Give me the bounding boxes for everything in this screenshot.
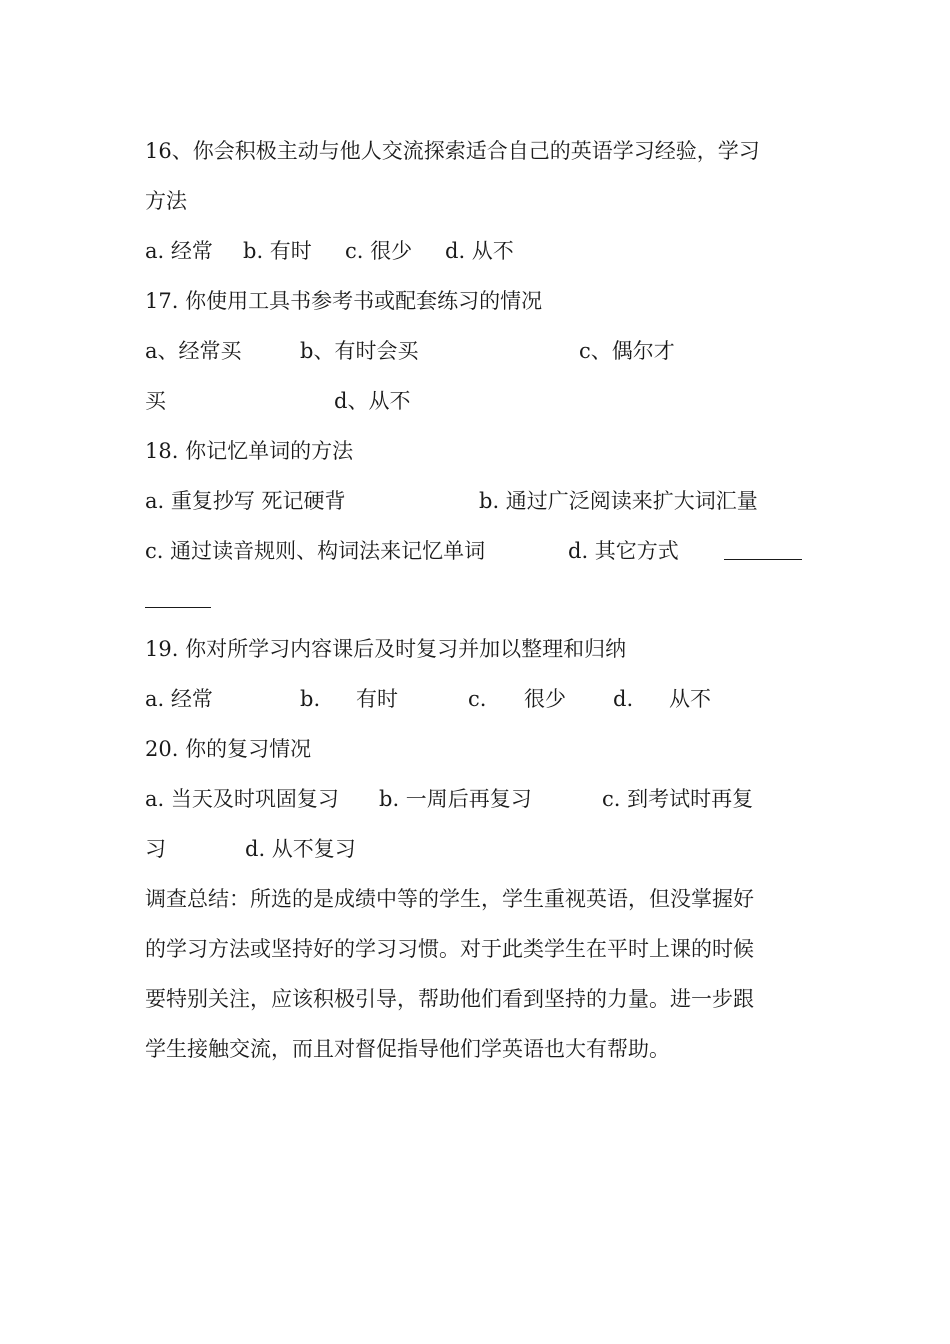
q20-options-line-1: [145, 784, 845, 814]
q17-option-d: d、从不: [334, 389, 411, 413]
q20-option-b: b. 一周后再复习: [379, 787, 532, 811]
q17-options-line-2: [145, 386, 845, 416]
q19-option-b-letter: b.: [300, 687, 321, 711]
q18-option-b: b. 通过广泛阅读来扩大词汇量: [479, 489, 758, 513]
q20-option-a: a. 当天及时巩固复习: [145, 787, 339, 811]
q16-options: [145, 236, 845, 266]
q20-option-c-cont: 习: [145, 837, 166, 861]
q20-option-c: c. 到考试时再复: [602, 787, 754, 811]
summary-line-2: 的学习方法或坚持好的学习习惯。对于此类学生在平时上课的时候: [145, 937, 754, 961]
q19-text: 19. 你对所学习内容课后及时复习并加以整理和归纳: [145, 637, 627, 661]
summary-line-4: 学生接触交流，而且对督促指导他们学英语也大有帮助。: [145, 1037, 670, 1061]
q18-text: 18. 你记忆单词的方法: [145, 439, 354, 463]
q20-options-line-2: [145, 834, 845, 864]
q19-options: [145, 684, 845, 714]
q17-option-b: b、有时会买: [300, 339, 419, 363]
q20-option-d: d. 从不复习: [245, 837, 356, 861]
q18-option-c: c. 通过读音规则、构词法来记忆单词: [145, 539, 486, 563]
q18-options-line-1: [145, 486, 845, 516]
summary-line-3: 要特别关注，应该积极引导，帮助他们看到坚持的力量。进一步跟: [145, 987, 754, 1011]
q18-option-d: d. 其它方式: [568, 539, 679, 563]
q19-option-a: a. 经常: [145, 687, 213, 711]
q17-option-c-cont: 买: [145, 389, 166, 413]
q18-answer-blank-1: [724, 559, 802, 560]
q17-options-line-1: [145, 336, 845, 366]
q20-text: 20. 你的复习情况: [145, 737, 312, 761]
q17-text: 17. 你使用工具书参考书或配套练习的情况: [145, 289, 543, 313]
q19-option-d-letter: d.: [613, 687, 634, 711]
q16-option-b: b. 有时: [243, 239, 312, 263]
q19-option-c: 很少: [524, 687, 566, 711]
q18-answer-blank-2: [145, 607, 211, 608]
q18-option-a: a. 重复抄写 死记硬背: [145, 489, 346, 513]
q16-option-c: c. 很少: [345, 239, 413, 263]
q16-text-line-2: 方法: [145, 189, 187, 213]
q19-option-b: 有时: [356, 687, 398, 711]
q17-option-a: a、经常买: [145, 339, 242, 363]
q16-text-line-1: 16、你会积极主动与他人交流探索适合自己的英语学习经验，学习: [145, 139, 760, 163]
q17-option-c: c、偶尔才: [579, 339, 675, 363]
q19-option-d: 从不: [669, 687, 711, 711]
q19-option-c-letter: c.: [468, 687, 487, 711]
summary-line-1: 调查总结：所选的是成绩中等的学生，学生重视英语，但没掌握好: [145, 887, 754, 911]
q18-options-line-2: [145, 536, 845, 566]
q16-option-a: a. 经常: [145, 239, 213, 263]
q16-option-d: d. 从不: [445, 239, 514, 263]
